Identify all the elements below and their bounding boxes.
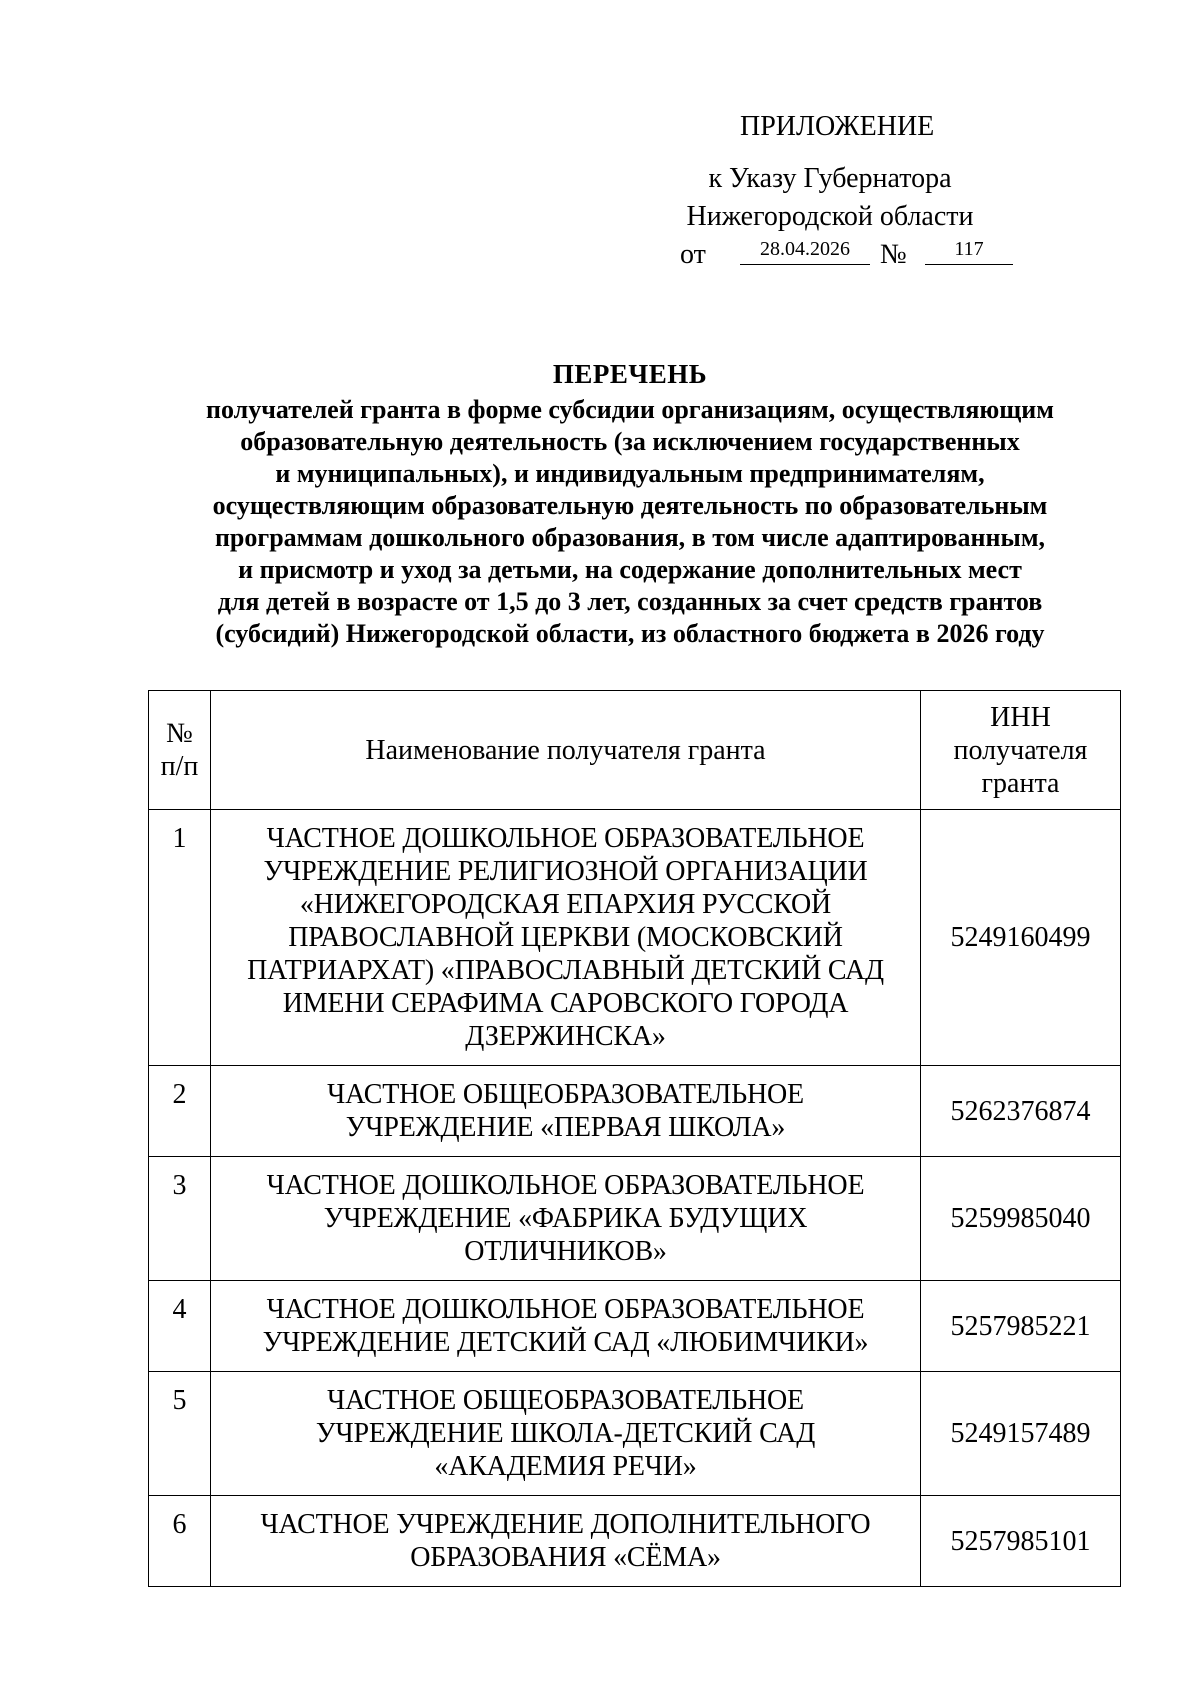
name-line: ОБРАЗОВАНИЯ «СЁМА» [410,1542,721,1573]
appendix-region-line: Нижегородской области [686,201,974,232]
header-inn-line: ИНН [990,701,1051,733]
name-line: ЧАСТНОЕ ДОШКОЛЬНОЕ ОБРАЗОВАТЕЛЬНОЕ [266,823,865,854]
name-line: ОТЛИЧНИКОВ» [464,1236,667,1267]
table-row [149,1372,1121,1496]
header-inn-line: получателя [953,734,1088,766]
grant-recipients-table [148,690,1121,1587]
decree-date: 28.04.2026 [740,234,870,265]
recipient-name [211,1372,921,1496]
name-line: УЧРЕЖДЕНИЕ ШКОЛА-ДЕТСКИЙ САД [315,1418,816,1449]
appendix-decree-line: к Указу Губернатора [708,163,952,194]
row-number: 6 [149,1496,211,1587]
title-line: (субсидий) Нижегородской области, из областного бюджета в 2026 году [215,619,1045,648]
number-label: № [880,239,907,270]
table-row [149,810,1121,1066]
recipient-inn: 5249157489 [921,1372,1121,1496]
recipient-name [211,1157,921,1281]
name-line: ЧАСТНОЕ ОБЩЕОБРАЗОВАТЕЛЬНОЕ [327,1385,804,1416]
name-line: ПАТРИАРХАТ) «ПРАВОСЛАВНЫЙ ДЕТСКИЙ САД [247,955,884,986]
row-number: 4 [149,1281,211,1372]
title-line: программам дошкольного образования, в том числе адаптированным, [214,523,1046,552]
appendix-block [660,108,1040,274]
table-row [149,1496,1121,1587]
name-line: «АКАДЕМИЯ РЕЧИ» [434,1451,697,1482]
recipient-name [211,1496,921,1587]
name-line: ДЗЕРЖИНСКА» [465,1021,666,1052]
header-num-line: п/п [160,751,199,782]
title-line: образовательную деятельность (за исключением государственных [240,427,1020,456]
recipient-name [211,810,921,1066]
row-number: 1 [149,810,211,1066]
header-num [149,691,211,810]
title-line: получателей гранта в форме субсидии организациям, осуществляющим [206,395,1054,424]
row-number: 2 [149,1066,211,1157]
title-line: для детей в возрасте от 1,5 до 3 лет, созданных за счет средств грантов [217,587,1043,616]
appendix-heading: ПРИЛОЖЕНИЕ [740,111,935,142]
name-line: ПРАВОСЛАВНОЙ ЦЕРКВИ (МОСКОВСКИЙ [288,922,843,953]
title-line: осуществляющим образовательную деятельность по образовательным [212,491,1048,520]
header-inn-line: гранта [981,767,1060,799]
name-line: УЧРЕЖДЕНИЕ ДЕТСКИЙ САД «ЛЮБИМЧИКИ» [262,1327,869,1358]
title-line: и муниципальных), и индивидуальным предпринимателям, [275,459,985,488]
recipient-inn: 5257985221 [921,1281,1121,1372]
name-line: ЧАСТНОЕ УЧРЕЖДЕНИЕ ДОПОЛНИТЕЛЬНОГО [260,1509,871,1540]
table-row [149,1281,1121,1372]
table-row [149,1157,1121,1281]
document-title [100,358,1160,650]
recipient-inn: 5259985040 [921,1157,1121,1281]
table-row [149,1066,1121,1157]
table-header-row [149,691,1121,810]
name-line: ЧАСТНОЕ ДОШКОЛЬНОЕ ОБРАЗОВАТЕЛЬНОЕ [266,1294,865,1325]
name-line: ЧАСТНОЕ ДОШКОЛЬНОЕ ОБРАЗОВАТЕЛЬНОЕ [266,1170,865,1201]
row-number: 3 [149,1157,211,1281]
title-line: и присмотр и уход за детьми, на содержание дополнительных мест [238,555,1022,584]
recipient-inn: 5262376874 [921,1066,1121,1157]
row-number: 5 [149,1372,211,1496]
header-inn [921,691,1121,810]
date-from-label: от [680,239,706,270]
title-heading: ПЕРЕЧЕНЬ [552,359,708,389]
name-line: УЧРЕЖДЕНИЕ РЕЛИГИОЗНОЙ ОРГАНИЗАЦИИ [263,856,868,887]
name-line: УЧРЕЖДЕНИЕ «ПЕРВАЯ ШКОЛА» [345,1112,786,1143]
recipient-name [211,1066,921,1157]
name-line: УЧРЕЖДЕНИЕ «ФАБРИКА БУДУЩИХ [323,1203,808,1234]
name-line: «НИЖЕГОРОДСКАЯ ЕПАРХИЯ РУССКОЙ [299,889,832,920]
appendix-date-line [680,236,1040,274]
recipient-inn: 5249160499 [921,810,1121,1066]
recipient-name [211,1281,921,1372]
header-num-line: № [166,718,193,749]
name-line: ИМЕНИ СЕРАФИМА САРОВСКОГО ГОРОДА [282,988,849,1019]
header-name: Наименование получателя гранта [211,691,921,810]
decree-number: 117 [925,234,1013,265]
recipient-inn: 5257985101 [921,1496,1121,1587]
name-line: ЧАСТНОЕ ОБЩЕОБРАЗОВАТЕЛЬНОЕ [327,1079,804,1110]
